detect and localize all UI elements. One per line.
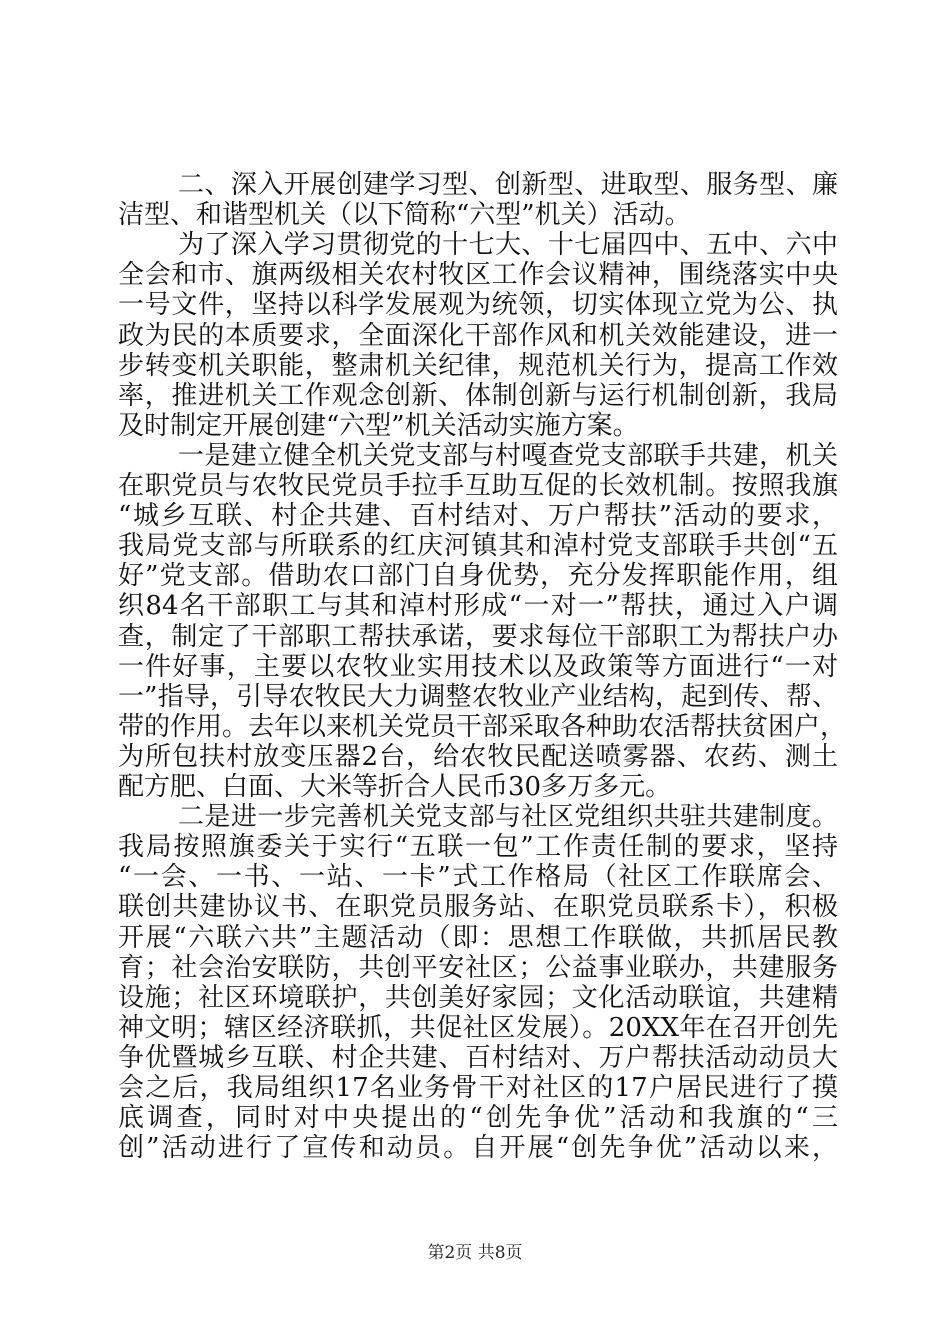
text-line: 洁型、和谐型机关（以下简称“六型”机关）活动。 [118, 200, 691, 230]
text-line: 一”指导，引导农牧民大力调整农牧业产业结构，起到传、帮、 [118, 682, 838, 712]
text-line: 争优暨城乡互联、村企共建、百村结对、万户帮扶活动动员大 [118, 1043, 838, 1073]
text-line: 我局按照旗委关于实行“五联一包”工作责任制的要求，坚持 [118, 832, 838, 862]
text-line: 开展“六联六共”主题活动（即：思想工作联做，共抓居民教 [118, 923, 838, 953]
text-line: 联创共建协议书、在职党员服务站、在职党员联系卡），积极 [118, 892, 838, 922]
text-line: 神文明；辖区经济联抓，共促社区发展）。20XX年在召开创先 [118, 1013, 838, 1043]
text-line: 为了深入学习贯彻党的十七大、十七届四中、五中、六中 [178, 230, 838, 260]
text-line: 好”党支部。借助农口部门自身优势，充分发挥职能作用，组 [118, 561, 838, 591]
text-line: 政为民的本质要求，全面深化干部作风和机关效能建设，进一 [118, 321, 838, 351]
text-line: “城乡互联、村企共建、百村结对、万户帮扶”活动的要求， [118, 501, 838, 531]
text-line: 及时制定开展创建“六型”机关活动实施方案。 [118, 411, 639, 441]
text-line: 一件好事，主要以农牧业实用技术以及政策等方面进行“一对 [118, 652, 838, 682]
text-line: 一号文件，坚持以科学发展观为统领，切实体现立党为公、执 [118, 290, 838, 320]
text-line: 设施；社区环境联护，共创美好家园；文化活动联谊，共建精 [118, 983, 838, 1013]
text-line: 育；社会治安联防，共创平安社区；公益事业联办，共建服务 [118, 953, 838, 983]
text-line: 我局党支部与所联系的红庆河镇其和淖村党支部联手共创“五 [118, 531, 838, 561]
text-line: 织84名干部职工与其和淖村形成“一对一”帮扶，通过入户调 [118, 591, 838, 621]
text-line: 一是建立健全机关党支部与村嘎查党支部联手共建，机关 [178, 441, 838, 471]
text-line: 二、深入开展创建学习型、创新型、进取型、服务型、廉 [178, 170, 838, 200]
text-line: 带的作用。去年以来机关党员干部采取各种助农活帮扶贫困户， [118, 712, 847, 742]
text-line: 在职党员与农牧民党员手拉手互助互促的长效机制。按照我旗 [118, 471, 838, 501]
text-line: 创”活动进行了宣传和动员。自开展“创先争优”活动以来， [118, 1133, 838, 1163]
text-line: 为所包扶村放变压器2台，给农牧民配送喷雾器、农药、测土 [118, 742, 838, 772]
text-line: 二是进一步完善机关党支部与社区党组织共驻共建制度。 [178, 802, 838, 832]
text-line: 会之后，我局组织17名业务骨干对社区的17户居民进行了摸 [118, 1073, 838, 1103]
text-line: 查，制定了干部职工帮扶承诺，要求每位干部职工为帮扶户办 [118, 622, 838, 652]
text-line: 全会和市、旗两级相关农村牧区工作会议精神，围绕落实中央 [118, 260, 838, 290]
text-line: 步转变机关职能，整肃机关纪律，规范机关行为，提高工作效 [118, 351, 838, 381]
page-number-footer: 第2页 共8页 [427, 1243, 523, 1263]
text-line: 率，推进机关工作观念创新、体制创新与运行机制创新，我局 [118, 381, 838, 411]
text-line: “一会、一书、一站、一卡”式工作格局（社区工作联席会、 [118, 862, 838, 892]
text-line: 底调查，同时对中央提出的“创先争优”活动和我旗的“三 [118, 1103, 838, 1133]
text-line: 配方肥、白面、大米等折合人民币30多万多元。 [118, 772, 672, 802]
